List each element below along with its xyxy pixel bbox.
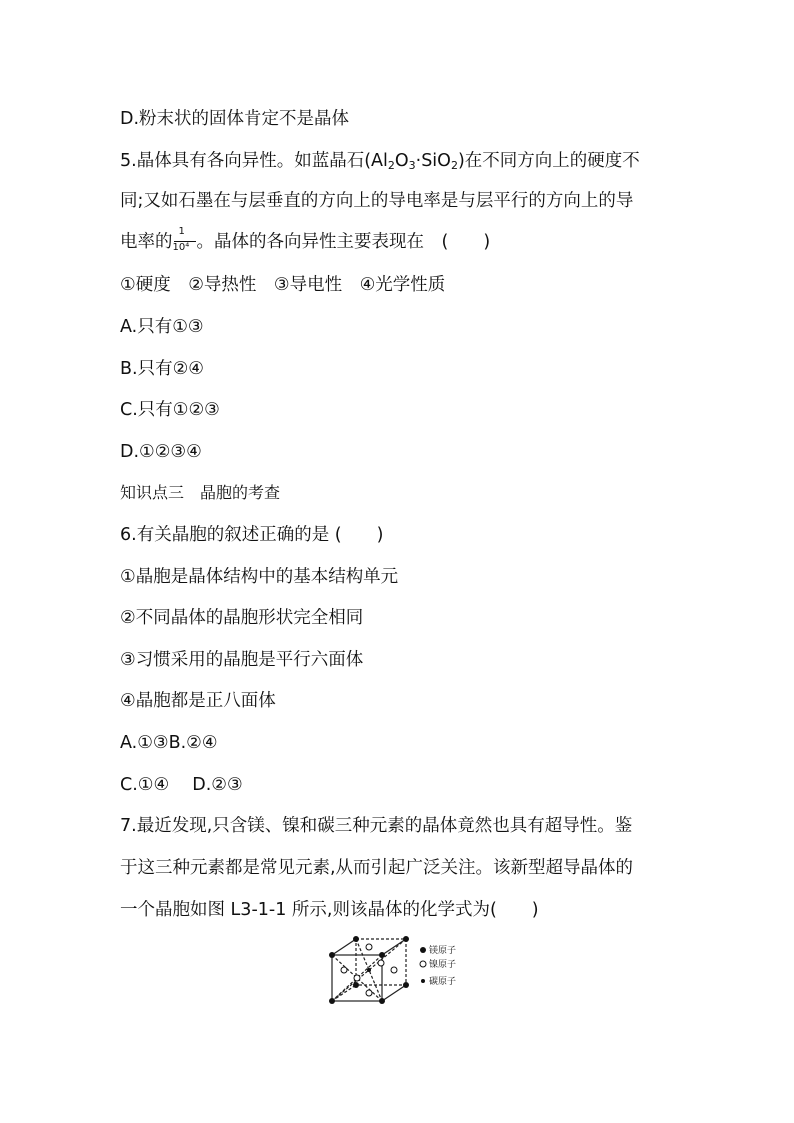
question-5-option-b: B.只有②④: [120, 359, 204, 379]
question-6-statement-2: ②不同晶体的晶胞形状完全相同: [120, 608, 364, 628]
svg-text:镍原子: 镍原子: [429, 960, 457, 970]
question-7-line-2: 于这三种元素都是常见元素,从而引起广泛关注。该新型超导晶体的: [120, 858, 634, 878]
carbon-atom: [367, 968, 371, 972]
question-5-line-3: 电率的 $\frac{1}{\text{10⁴}}$ 。晶体的各向异性主要表现在 ( ): [120, 226, 491, 253]
question-5-line-1: 5.晶体具有各向异性。如蓝晶石$(Al_2O_3\cdot SiO_2)$在不同方向上的硬度不: [120, 151, 640, 172]
fraction: $\frac{1}{\text{10⁴}}$: [173, 230, 197, 254]
option-d-powder: D.粉末状的固体肯定不是晶体: [120, 109, 350, 129]
question-6-options-ab: A.①③B.②④: [120, 733, 218, 753]
svg-text:碳原子: 碳原子: [429, 977, 457, 987]
question-6: 6.有关晶胞的叙述正确的是 ( ): [120, 525, 384, 545]
question-6-statement-3: ③习惯采用的晶胞是平行六面体: [120, 650, 364, 670]
question-6-statement-1: ①晶胞是晶体结构中的基本结构单元: [120, 567, 399, 587]
section-heading-3: 知识点三 晶胞的考查: [120, 483, 281, 502]
question-5-option-d: D.①②③④: [120, 442, 202, 462]
question-7-line-1: 7.最近发现,只含镁、镍和碳三种元素的晶体竟然也具有超导性。鉴: [120, 816, 633, 836]
question-7-line-3: 一个晶胞如图 L3-1-1 所示,则该晶体的化学式为( ): [120, 900, 539, 920]
question-5-line-2: 同;又如石墨在与层垂直的方向上的导电率是与层平行的方向上的导: [120, 191, 634, 211]
question-5-option-a: A.只有①③: [120, 317, 204, 337]
svg-text:镁原子: 镁原子: [429, 946, 457, 956]
crystal-cell-figure: [326, 933, 466, 1008]
question-5-option-c: C.只有①②③: [120, 400, 220, 420]
figure-legend: [420, 944, 456, 987]
question-5-items: ①硬度 ②导热性 ③导电性 ④光学性质: [120, 275, 446, 295]
question-6-statement-4: ④晶胞都是正八面体: [120, 691, 276, 711]
question-6-options-cd: C.①④ D.②③: [120, 775, 243, 795]
